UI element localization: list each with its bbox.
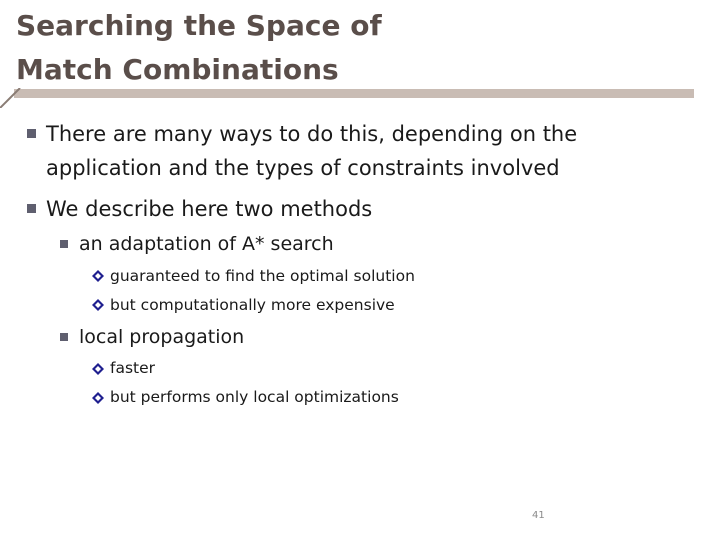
sub-bullet-local-propagation: local propagation <box>79 326 245 348</box>
bullet-1-line-1: There are many ways to do this, depending on the <box>46 122 578 146</box>
diamond-bullet-icon <box>92 299 104 311</box>
title-rule-corner-decoration <box>0 88 22 108</box>
slide-title <box>16 4 656 92</box>
local-item-1: faster <box>110 359 156 377</box>
title-underline-bar <box>14 89 694 98</box>
square-bullet-icon <box>60 333 68 341</box>
diamond-bullet-icon <box>92 363 104 375</box>
square-bullet-icon <box>60 240 68 248</box>
page-number: 41 <box>532 510 545 521</box>
bullet-2-text: We describe here two methods <box>46 197 373 221</box>
bullet-1-line-2: application and the types of constraints involved <box>46 156 560 180</box>
local-item-2: but performs only local optimizations <box>110 388 399 406</box>
square-bullet-icon <box>27 129 36 138</box>
square-bullet-icon <box>27 204 36 213</box>
astar-item-2: but computationally more expensive <box>110 296 395 314</box>
diamond-bullet-icon <box>92 392 104 404</box>
title-line-1: Searching the Space of <box>16 9 382 42</box>
sub-bullet-astar: an adaptation of A* search <box>79 233 334 255</box>
diamond-bullet-icon <box>92 270 104 282</box>
title-line-2: Match Combinations <box>16 53 339 86</box>
astar-item-1: guaranteed to find the optimal solution <box>110 267 415 285</box>
